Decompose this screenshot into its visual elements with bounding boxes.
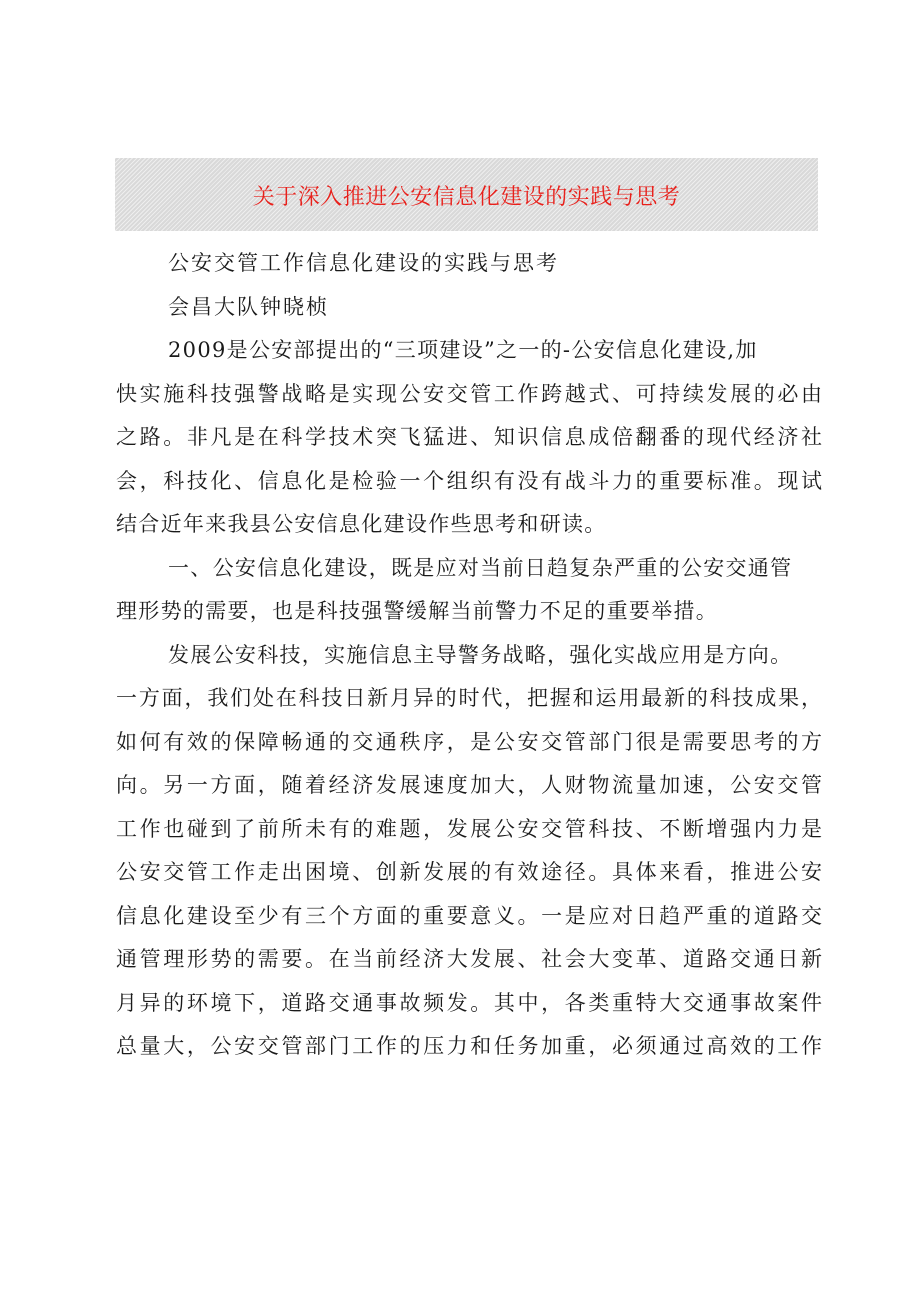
title-banner: [115, 158, 818, 231]
document-title: 关于深入推进公安信息化建设的实践与思考: [252, 185, 681, 210]
paragraph: [116, 329, 822, 547]
paragraph-line: 发展公安科技，实施信息主导警务战略，强化实战应用是方向。: [168, 642, 793, 667]
paragraph-line: 公安交管工作走出困境、创新发展的有效途径。具体来看，推进公安: [116, 860, 822, 884]
paragraph-line: 之路。非凡是在科学技术突飞猛进、知识信息成倍翻番的现代经济社: [116, 425, 822, 449]
document-body: [116, 242, 822, 1069]
paragraph-line: 信息化建设至少有三个方面的重要意义。一是应对日趋严重的道路交: [116, 903, 822, 928]
paragraph-line: 工作也碰到了前所未有的难题，发展公安交管科技、不断增强内力是: [116, 816, 822, 841]
subtitle: 公安交管工作信息化建设的实践与思考: [168, 251, 559, 275]
paragraph-line: 总量大，公安交管部门工作的压力和任务加重，必须通过高效的工作: [116, 1034, 822, 1058]
paragraph-line: 会，科技化、信息化是检验一个组织有没有战斗力的重要标准。现试: [116, 468, 822, 493]
paragraph-line: 一、公安信息化建设，既是应对当前日趋复杂严重的公安交通管: [168, 555, 793, 580]
paragraph: [116, 634, 822, 1069]
paragraph-line: 一方面，我们处在科技日新月异的时代，把握和运用最新的科技成果，: [116, 686, 822, 710]
paragraph-line: 结合近年来我县公安信息化建设作些思考和研读。: [116, 512, 607, 536]
paragraph-line: 向。另一方面，随着经济发展速度加大，人财物流量加速，公安交管: [116, 773, 822, 797]
paragraph: [116, 547, 822, 634]
paragraph-line: 月异的环境下，道路交通事故频发。其中，各类重特大交通事故案件: [116, 990, 822, 1015]
paragraph-line: 快实施科技强警战略是实现公安交管工作跨越式、可持续发展的必由: [116, 381, 822, 406]
author-line: 会昌大队钟晓桢: [168, 294, 329, 319]
paragraph-line: 如何有效的保障畅通的交通秩序，是公安交管部门很是需要思考的方: [116, 729, 822, 754]
paragraph-line: 通管理形势的需要。在当前经济大发展、社会大变革、道路交通日新: [116, 947, 822, 971]
paragraph-line: 2009是公安部提出的“三项建设”之一的-公安信息化建设,加: [168, 338, 758, 362]
paragraph-line: 理形势的需要，也是科技强警缓解当前警力不足的重要举措。: [116, 599, 719, 623]
